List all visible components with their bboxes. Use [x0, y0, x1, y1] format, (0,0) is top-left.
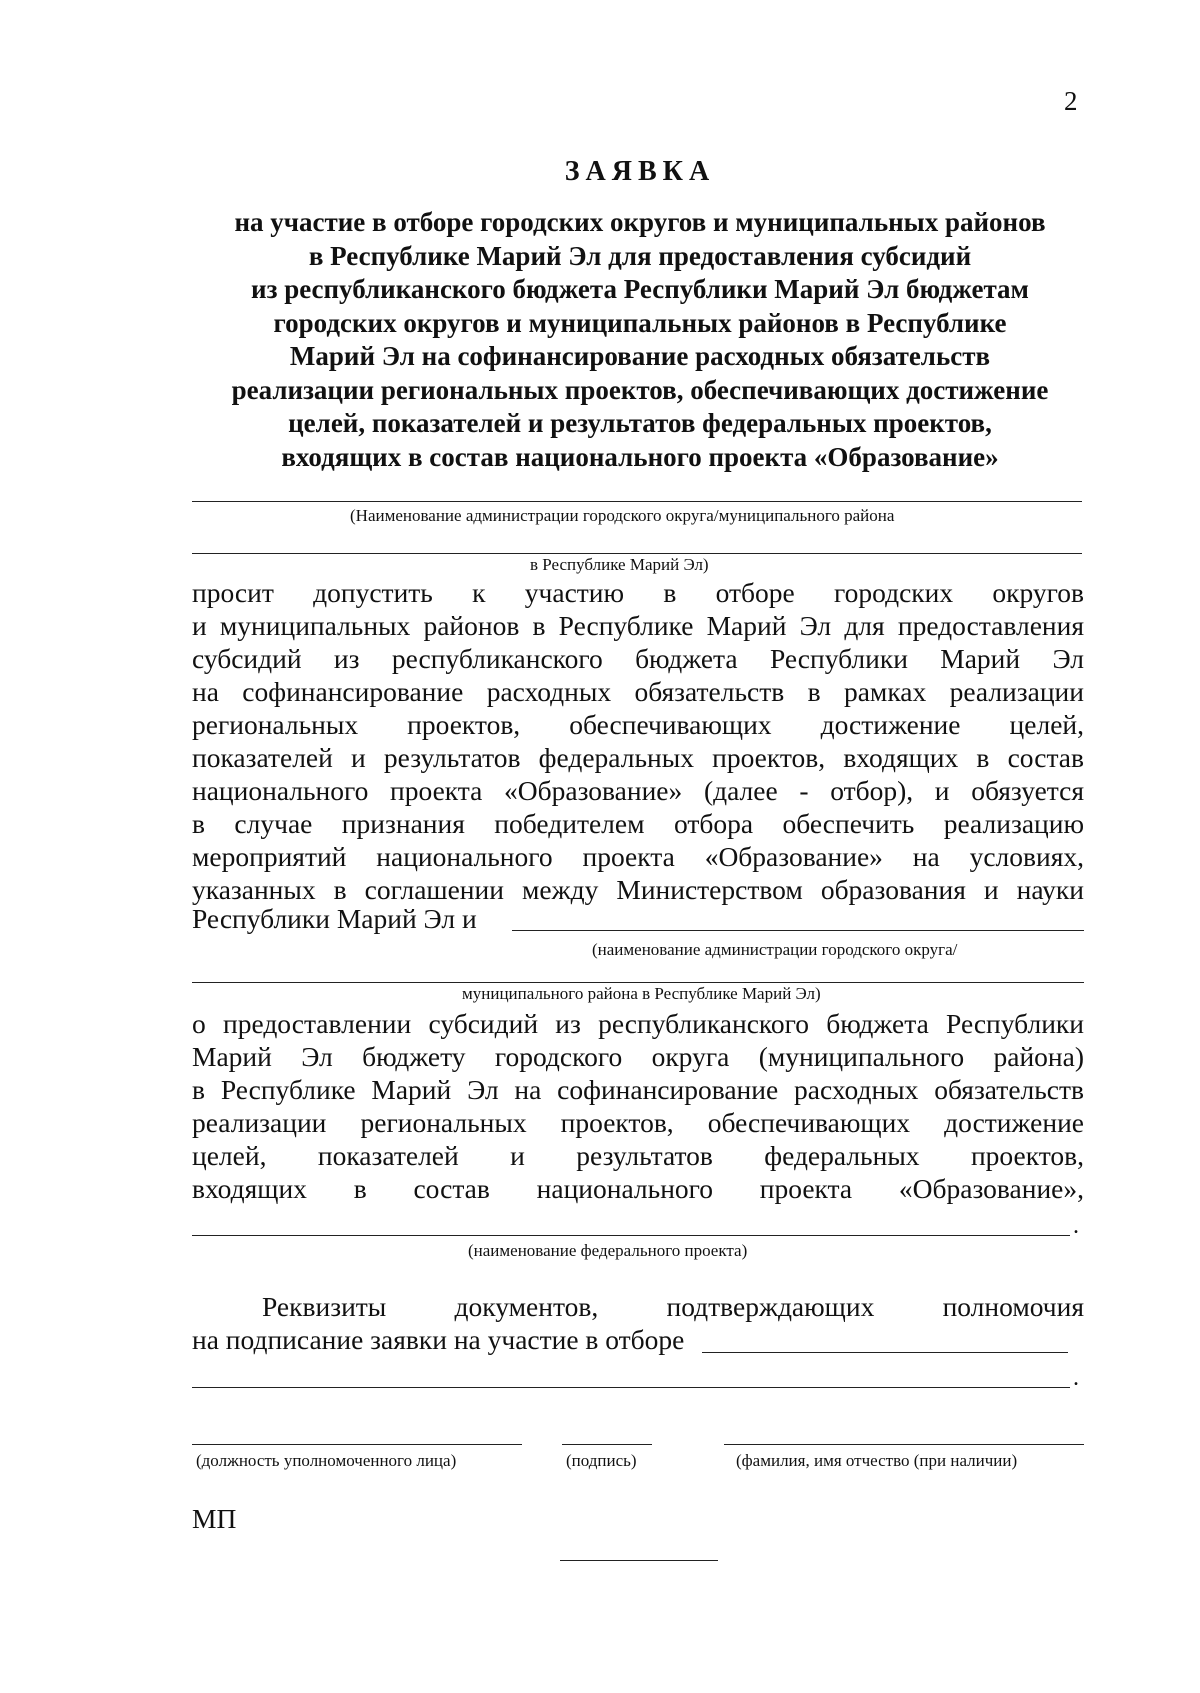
subtitle-line: в Республике Марий Эл для предоставления субсидий — [308, 240, 972, 271]
full-name-fill-line[interactable] — [724, 1444, 1084, 1445]
document-subtitle — [200, 206, 1080, 474]
paragraph-line: в Республике Марий Эл на софинансирование расходных обязательств — [192, 1074, 1084, 1105]
paragraph-line: указанных в соглашении между Министерством образования и науки — [192, 874, 1084, 905]
paragraph-line: и муниципальных районов в Республике Марий Эл для предоставления — [192, 610, 1084, 641]
page-number: 2 — [1064, 86, 1078, 116]
admin-name-fill-line-1[interactable] — [192, 501, 1082, 502]
requisites-line-2: на подписание заявки на участие в отборе — [192, 1324, 685, 1355]
stamp-label: МП — [192, 1503, 237, 1534]
subtitle-line: входящих в состав национального проекта «Образование» — [281, 441, 999, 472]
document-title: ЗАЯВКА — [564, 156, 716, 187]
subtitle-line: целей, показателей и результатов федеральных проектов, — [288, 408, 992, 438]
period-mark: . — [1073, 1365, 1079, 1391]
admin-name-caption-4: муниципального района в Республике Марий Эл) — [462, 984, 821, 1003]
federal-project-fill-line[interactable] — [192, 1235, 1070, 1236]
requisites-fill-line-1[interactable] — [702, 1352, 1068, 1353]
paragraph-line: показателей и результатов федеральных проектов, входящих в состав — [192, 742, 1084, 773]
paragraph-line: в случае признания победителем отбора обеспечить реализацию — [192, 808, 1084, 839]
admin-name-caption-1: (Наименование администрации городского округа/муниципального района — [350, 506, 895, 525]
subtitle-line: городских округов и муниципальных районов в Республике — [273, 307, 1007, 338]
paragraph-line: национального проекта «Образование» (далее - отбор), и обязуется — [192, 775, 1084, 806]
position-fill-line[interactable] — [192, 1444, 522, 1445]
subtitle-line: Марий Эл на софинансирование расходных обязательств — [289, 341, 991, 371]
subtitle-line: из республиканского бюджета Республики Марий Эл бюджетам — [251, 274, 1029, 304]
signature-fill-line[interactable] — [562, 1444, 652, 1445]
paragraph-line: входящих в состав национального проекта «Образование», — [192, 1173, 1084, 1204]
subtitle-line: реализации региональных проектов, обеспечивающих достижение — [231, 374, 1049, 405]
paragraph-line: на софинансирование расходных обязательств в рамках реализации — [192, 676, 1084, 707]
requisites-line-1 — [192, 1290, 1084, 1323]
paragraph-line: просит допустить к участию в отборе городских округов — [192, 577, 1084, 608]
admin-name-caption-3: (наименование администрации городского округа/ — [592, 940, 958, 959]
admin-name-fill-line-2[interactable] — [192, 553, 1082, 554]
position-caption: (должность уполномоченного лица) — [196, 1451, 457, 1470]
paragraph-line: субсидий из республиканского бюджета Республики Марий Эл — [192, 643, 1084, 674]
admin-name-caption-2: в Республике Марий Эл) — [530, 555, 709, 574]
requisites-text: Реквизиты документов, подтверждающих полномочия — [262, 1291, 1084, 1322]
full-name-caption: (фамилия, имя отчество (при наличии) — [736, 1451, 1018, 1470]
paragraph-agreement — [192, 1007, 1084, 1205]
admin-name-fill-line-3[interactable] — [512, 930, 1084, 931]
subtitle-line: на участие в отборе городских округов и муниципальных районов — [234, 207, 1046, 237]
paragraph-request — [192, 576, 1084, 906]
requisites-fill-line-2[interactable] — [192, 1387, 1070, 1388]
signature-caption: (подпись) — [566, 1451, 637, 1470]
paragraph-line: целей, показателей и результатов федеральных проектов, — [192, 1140, 1084, 1171]
paragraph-line: реализации региональных проектов, обеспечивающих достижение — [192, 1107, 1084, 1138]
paragraph-line: Марий Эл бюджету городского округа (муниципального района) — [192, 1041, 1084, 1072]
admin-name-fill-line-4[interactable] — [192, 982, 1084, 983]
paragraph-line-last: Республики Марий Эл и — [192, 903, 477, 934]
paragraph-line: мероприятий национального проекта «Образование» на условиях, — [192, 841, 1084, 872]
paragraph-line: региональных проектов, обеспечивающих достижение целей, — [192, 709, 1084, 740]
end-separator — [560, 1560, 718, 1561]
period-mark: . — [1073, 1213, 1079, 1239]
federal-project-caption: (наименование федерального проекта) — [468, 1241, 748, 1260]
paragraph-line: о предоставлении субсидий из республиканского бюджета Республики — [192, 1008, 1084, 1039]
